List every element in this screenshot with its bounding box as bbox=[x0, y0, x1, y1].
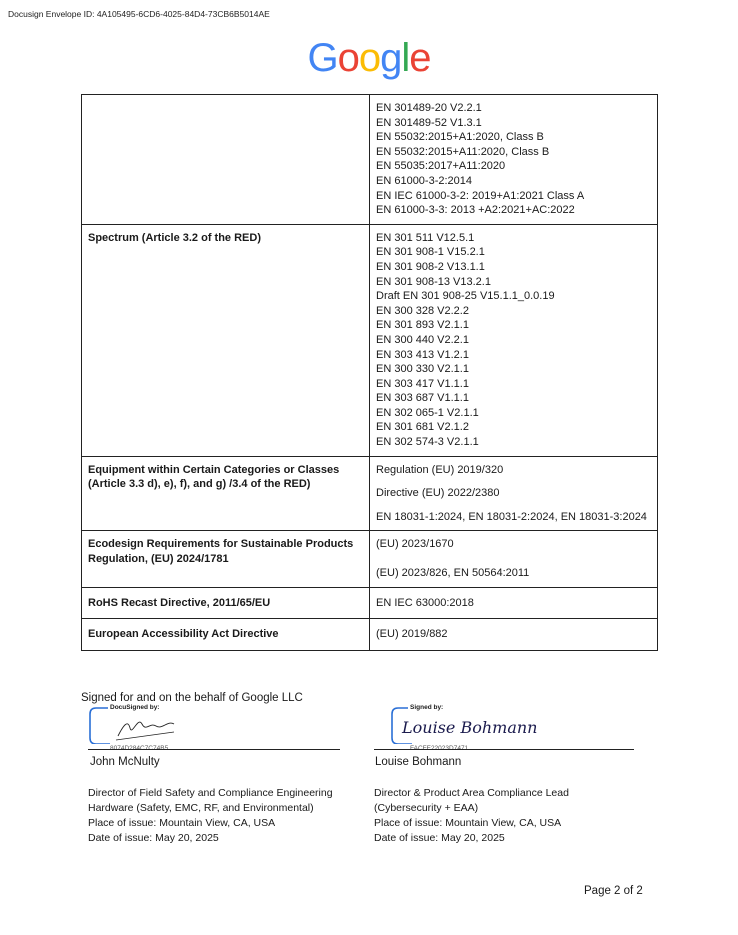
role-line: Hardware (Safety, EMC, RF, and Environmental) bbox=[88, 802, 314, 814]
standards-cell bbox=[370, 619, 658, 651]
standard-item: Draft EN 301 908-25 V15.1.1_0.0.19 bbox=[376, 290, 555, 303]
standards-cell bbox=[370, 531, 658, 587]
signer-role-right bbox=[374, 786, 569, 846]
table-row bbox=[82, 95, 658, 225]
standard-item: EN 302 065-1 V2.1.1 bbox=[376, 406, 479, 419]
table-row bbox=[82, 531, 658, 587]
standard-item: EN 303 417 V1.1.1 bbox=[376, 377, 469, 390]
table-row bbox=[82, 456, 658, 531]
standard-item: (EU) 2023/1670 bbox=[376, 538, 454, 551]
standard-item: EN IEC 63000:2018 bbox=[376, 596, 474, 609]
standard-item: EN 303 413 V1.2.1 bbox=[376, 348, 469, 361]
standard-item: EN 301 681 V2.1.2 bbox=[376, 421, 469, 434]
signer-name: John McNulty bbox=[90, 756, 160, 768]
docusign-label: Signed by: bbox=[410, 704, 444, 711]
role-line: (Cybersecurity + EAA) bbox=[374, 802, 479, 814]
standard-item: EN 300 440 V2.2.1 bbox=[376, 333, 469, 346]
docusign-stamp-icon bbox=[88, 706, 268, 744]
role-line: Director of Field Safety and Compliance Engineering bbox=[88, 787, 333, 799]
logo-letter: l bbox=[401, 36, 410, 80]
docusign-label: DocuSigned by: bbox=[110, 704, 160, 711]
google-logo bbox=[0, 32, 738, 84]
standards-cell bbox=[370, 224, 658, 456]
standard-item: EN 55035:2017+A11:2020 bbox=[376, 160, 506, 173]
signed-on-behalf: Signed for and on the behalf of Google LLC bbox=[81, 692, 303, 704]
standard-item: Regulation (EU) 2019/320 bbox=[376, 463, 504, 476]
standard-item: EN 61000-3-2:2014 bbox=[376, 174, 473, 187]
standard-item: EN 303 687 V1.1.1 bbox=[376, 392, 469, 405]
category-cell: Ecodesign Requirements for Sustainable Products Regulation, (EU) 2024/1781 bbox=[82, 531, 370, 587]
standard-item: EN 301489-20 V2.2.1 bbox=[376, 102, 482, 114]
logo-letter: G bbox=[307, 36, 338, 80]
signer-name: Louise Bohmann bbox=[375, 756, 462, 768]
category-cell bbox=[82, 95, 370, 225]
category-cell: European Accessibility Act Directive bbox=[82, 619, 370, 651]
category-cell: Equipment within Certain Categories or Classes (Article 3.3 d), e), f), and g) /3.4 of the RED) bbox=[82, 456, 370, 531]
role-line: Date of issue: May 20, 2025 bbox=[88, 832, 219, 844]
standard-item: (EU) 2019/882 bbox=[376, 628, 448, 641]
standard-item: EN 301 908-1 V15.2.1 bbox=[376, 246, 485, 259]
role-line: Director & Product Area Compliance Lead bbox=[374, 787, 569, 799]
standard-item: Directive (EU) 2022/2380 bbox=[376, 487, 500, 500]
role-line: Place of issue: Mountain View, CA, USA bbox=[88, 817, 276, 829]
standard-item: EN 301 908-13 V13.2.1 bbox=[376, 275, 491, 288]
handwritten-signature: Louise Bohmann bbox=[402, 718, 538, 737]
category-cell: RoHS Recast Directive, 2011/65/EU bbox=[82, 587, 370, 619]
table-row bbox=[82, 587, 658, 619]
logo-letter: o bbox=[337, 36, 359, 80]
standard-item: EN 18031-1:2024, EN 18031-2:2024, EN 18031-3:2024 bbox=[376, 510, 647, 523]
standard-item: EN 300 328 V2.2.2 bbox=[376, 304, 469, 317]
role-line: Place of issue: Mountain View, CA, USA bbox=[374, 817, 562, 829]
signature-line bbox=[374, 749, 634, 750]
envelope-id: Docusign Envelope ID: 4A105495-6CD6-4025-84D4-73CB6B5014AE bbox=[8, 9, 270, 19]
standard-item: EN 301 893 V2.1.1 bbox=[376, 319, 469, 332]
signature-line bbox=[88, 749, 340, 750]
standard-item: EN 61000-3-3: 2013 +A2:2021+AC:2022 bbox=[376, 204, 575, 217]
table-row bbox=[82, 619, 658, 651]
page-number: Page 2 of 2 bbox=[584, 885, 643, 897]
table-row bbox=[82, 224, 658, 456]
standard-item: EN IEC 61000-3-2: 2019+A1:2021 Class A bbox=[376, 189, 585, 202]
standard-item: EN 301489-52 V1.3.1 bbox=[376, 116, 482, 129]
role-line: Date of issue: May 20, 2025 bbox=[374, 832, 505, 844]
standard-item: EN 55032:2015+A11:2020, Class B bbox=[376, 145, 550, 158]
signer-role-left bbox=[88, 786, 333, 846]
logo-letter: o bbox=[358, 36, 381, 80]
standard-item: EN 301 908-2 V13.1.1 bbox=[376, 260, 485, 273]
standard-item: EN 302 574-3 V2.1.1 bbox=[376, 436, 479, 449]
standard-item: EN 300 330 V2.1.1 bbox=[376, 363, 469, 376]
standard-item: (EU) 2023/826, EN 50564:2011 bbox=[376, 567, 530, 580]
standards-cell bbox=[370, 456, 658, 531]
standards-cell bbox=[370, 95, 658, 225]
logo-letter: e bbox=[409, 36, 431, 80]
standard-item: EN 55032:2015+A1:2020, Class B bbox=[376, 131, 544, 144]
category-cell: Spectrum (Article 3.2 of the RED) bbox=[82, 224, 370, 456]
standards-table bbox=[81, 94, 658, 651]
standard-item: EN 301 511 V12.5.1 bbox=[376, 231, 475, 244]
logo-letter: g bbox=[380, 36, 402, 80]
standards-cell bbox=[370, 587, 658, 619]
